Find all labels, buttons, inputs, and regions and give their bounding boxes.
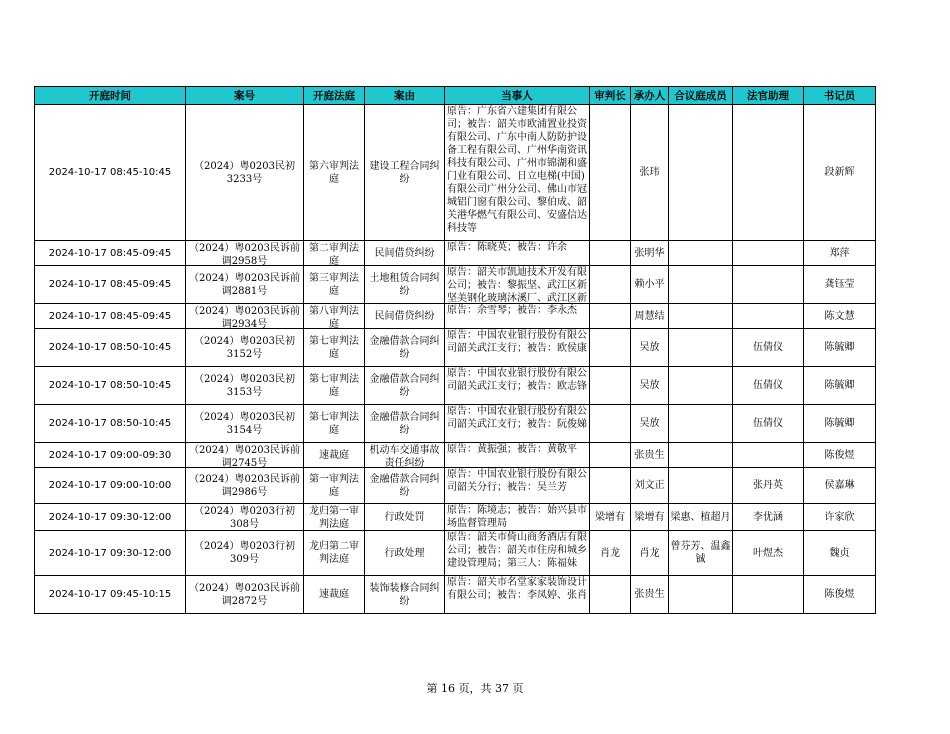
handler-cell: 赖小平 <box>631 266 669 304</box>
chief-judge-cell: 肖龙 <box>590 531 631 576</box>
table-row <box>35 367 876 405</box>
parties-cell: 原告：中国农业银行股份有限公司韶关分行；被告：吴兰芳 <box>445 468 590 504</box>
time-cell: 2024-10-17 08:45-09:45 <box>35 266 186 304</box>
table-row <box>35 304 876 329</box>
courtroom-cell: 第七审判法庭 <box>304 367 365 405</box>
cause-cell: 行政处理 <box>365 531 445 576</box>
col-header-assistant: 法官助理 <box>733 87 804 105</box>
clerk-cell: 陈毓卿 <box>804 329 876 367</box>
clerk-cell: 郑萍 <box>804 241 876 266</box>
judge-assistant-cell <box>733 443 804 468</box>
cause-cell: 金融借款合同纠纷 <box>365 405 445 443</box>
courtroom-cell: 第七审判法庭 <box>304 329 365 367</box>
clerk-cell: 陈毓卿 <box>804 405 876 443</box>
parties-cell: 原告：陈境志；被告：始兴县市场监督管理局 <box>445 504 590 531</box>
table-row <box>35 504 876 531</box>
col-header-members: 合议庭成员 <box>669 87 733 105</box>
chief-judge-cell <box>590 405 631 443</box>
judge-assistant-cell: 伍倩仪 <box>733 367 804 405</box>
case-number-cell: （2024）粤0203民诉前调2986号 <box>186 468 304 504</box>
courtroom-cell: 龙归第一审判法庭 <box>304 504 365 531</box>
panel-members-cell <box>669 468 733 504</box>
time-cell: 2024-10-17 08:50-10:45 <box>35 405 186 443</box>
cause-cell: 机动车交通事故责任纠纷 <box>365 443 445 468</box>
handler-cell: 吴放 <box>631 405 669 443</box>
clerk-cell: 陈俊煜 <box>804 576 876 614</box>
parties-cell: 原告：余雪琴；被告：李永杰 <box>445 304 590 329</box>
clerk-cell: 魏贞 <box>804 531 876 576</box>
case-number-cell: （2024）粤0203民诉前调2881号 <box>186 266 304 304</box>
parties-cell: 原告：中国农业银行股份有限公司韶关武江支行；被告：阮俊娣 <box>445 405 590 443</box>
chief-judge-cell <box>590 266 631 304</box>
courtroom-cell: 第一审判法庭 <box>304 468 365 504</box>
table-row <box>35 468 876 504</box>
case-number-cell: （2024）粤0203民初3154号 <box>186 405 304 443</box>
cause-cell: 民间借贷纠纷 <box>365 241 445 266</box>
time-cell: 2024-10-17 09:00-09:30 <box>35 443 186 468</box>
time-cell: 2024-10-17 09:30-12:00 <box>35 504 186 531</box>
time-cell: 2024-10-17 08:50-10:45 <box>35 367 186 405</box>
parties-cell: 原告：韶关市凯迪技术开发有限公司；被告：黎振坚、武江区新坚美钢化玻璃沐溪厂、武江区新 <box>445 266 590 304</box>
handler-cell: 吴放 <box>631 329 669 367</box>
header-row <box>35 87 876 105</box>
panel-members-cell <box>669 241 733 266</box>
chief-judge-cell <box>590 105 631 241</box>
time-cell: 2024-10-17 08:45-10:45 <box>35 105 186 241</box>
courtroom-cell: 速裁庭 <box>304 576 365 614</box>
col-header-case: 案号 <box>186 87 304 105</box>
handler-cell: 梁增有 <box>631 504 669 531</box>
page-number: 第 16 页，共 37 页 <box>426 682 524 695</box>
case-number-cell: （2024）粤0203民诉前调2934号 <box>186 304 304 329</box>
judge-assistant-cell: 张丹英 <box>733 468 804 504</box>
col-header-time: 开庭时间 <box>35 87 186 105</box>
courtroom-cell: 第二审判法庭 <box>304 241 365 266</box>
case-number-cell: （2024）粤0203民初3153号 <box>186 367 304 405</box>
col-header-chief: 审判长 <box>590 87 631 105</box>
time-cell: 2024-10-17 08:45-09:45 <box>35 241 186 266</box>
parties-cell: 原告：中国农业银行股份有限公司韶关武江支行；被告：欧侯康 <box>445 329 590 367</box>
panel-members-cell <box>669 405 733 443</box>
case-number-cell: （2024）粤0203民诉前调2872号 <box>186 576 304 614</box>
col-header-cause: 案由 <box>365 87 445 105</box>
courtroom-cell: 第六审判法庭 <box>304 105 365 241</box>
case-number-cell: （2024）粤0203民初3152号 <box>186 329 304 367</box>
cause-cell: 行政处罚 <box>365 504 445 531</box>
cause-cell: 建设工程合同纠纷 <box>365 105 445 241</box>
chief-judge-cell <box>590 367 631 405</box>
judge-assistant-cell <box>733 266 804 304</box>
time-cell: 2024-10-17 09:30-12:00 <box>35 531 186 576</box>
cause-cell: 民间借贷纠纷 <box>365 304 445 329</box>
courtroom-cell: 第八审判法庭 <box>304 304 365 329</box>
judge-assistant-cell: 叶煜杰 <box>733 531 804 576</box>
chief-judge-cell <box>590 576 631 614</box>
table-row <box>35 405 876 443</box>
parties-cell: 原告：韶关市倚山商务酒店有限公司；被告：韶关市住房和城乡建设管理局；第三人：陈福妹 <box>445 531 590 576</box>
parties-cell: 原告：陈晓英；被告：许余 <box>445 241 590 266</box>
panel-members-cell <box>669 367 733 405</box>
time-cell: 2024-10-17 09:00-10:00 <box>35 468 186 504</box>
parties-cell: 原告：广东省六建集团有限公司；被告：韶关市欧浦置业投资有限公司、广东中南人防防护设备工程有限公司、广州华南资讯科技有限公司、广州市锦湖和盛门业有限公司、日立电梯(中国)有限公司广州分公司、佛山市冠城铝门窗有限公司、黎伯成、韶关港华燃气有限公司、安盛信达科技等 <box>445 105 590 241</box>
chief-judge-cell <box>590 241 631 266</box>
panel-members-cell <box>669 304 733 329</box>
cause-cell: 金融借款合同纠纷 <box>365 329 445 367</box>
judge-assistant-cell <box>733 105 804 241</box>
judge-assistant-cell <box>733 304 804 329</box>
clerk-cell: 陈俊煜 <box>804 443 876 468</box>
panel-members-cell <box>669 443 733 468</box>
handler-cell: 刘文正 <box>631 468 669 504</box>
clerk-cell: 侯嘉琳 <box>804 468 876 504</box>
parties-cell: 原告：黄振强；被告：黄敬平 <box>445 443 590 468</box>
judge-assistant-cell: 伍倩仪 <box>733 329 804 367</box>
clerk-cell: 陈文慧 <box>804 304 876 329</box>
col-header-court: 开庭法庭 <box>304 87 365 105</box>
table-row <box>35 241 876 266</box>
clerk-cell: 许家欣 <box>804 504 876 531</box>
cause-cell: 金融借款合同纠纷 <box>365 468 445 504</box>
table-row <box>35 443 876 468</box>
judge-assistant-cell: 李优涵 <box>733 504 804 531</box>
parties-cell: 原告：中国农业银行股份有限公司韶关武江支行；被告：欧志锋 <box>445 367 590 405</box>
col-header-clerk: 书记员 <box>804 87 876 105</box>
courtroom-cell: 第七审判法庭 <box>304 405 365 443</box>
time-cell: 2024-10-17 08:50-10:45 <box>35 329 186 367</box>
judge-assistant-cell <box>733 576 804 614</box>
table-row <box>35 105 876 241</box>
table-row <box>35 531 876 576</box>
col-header-parties: 当事人 <box>445 87 590 105</box>
table-row <box>35 576 876 614</box>
case-number-cell: （2024）粤0203行初309号 <box>186 531 304 576</box>
time-cell: 2024-10-17 09:45-10:15 <box>35 576 186 614</box>
handler-cell: 吴放 <box>631 367 669 405</box>
time-cell: 2024-10-17 08:45-09:45 <box>35 304 186 329</box>
courtroom-cell: 龙归第二审判法庭 <box>304 531 365 576</box>
cause-cell: 土地租赁合同纠纷 <box>365 266 445 304</box>
panel-members-cell <box>669 266 733 304</box>
case-number-cell: （2024）粤0203民诉前调2745号 <box>186 443 304 468</box>
case-number-cell: （2024）粤0203民初3233号 <box>186 105 304 241</box>
col-header-handler: 承办人 <box>631 87 669 105</box>
panel-members-cell <box>669 329 733 367</box>
chief-judge-cell <box>590 304 631 329</box>
clerk-cell: 陈毓卿 <box>804 367 876 405</box>
judge-assistant-cell: 伍倩仪 <box>733 405 804 443</box>
panel-members-cell <box>669 105 733 241</box>
panel-members-cell: 曾芬芳、温鑫铖 <box>669 531 733 576</box>
handler-cell: 张明华 <box>631 241 669 266</box>
handler-cell: 张贵生 <box>631 576 669 614</box>
table-row <box>35 266 876 304</box>
panel-members-cell <box>669 576 733 614</box>
cause-cell: 金融借款合同纠纷 <box>365 367 445 405</box>
courtroom-cell: 第三审判法庭 <box>304 266 365 304</box>
parties-cell: 原告：韶关市名堂家家装饰设计有限公司；被告：李凤婷、张肖 <box>445 576 590 614</box>
courtroom-cell: 速裁庭 <box>304 443 365 468</box>
court-schedule-table <box>34 86 876 614</box>
clerk-cell: 龚钰莹 <box>804 266 876 304</box>
chief-judge-cell <box>590 443 631 468</box>
case-number-cell: （2024）粤0203行初308号 <box>186 504 304 531</box>
judge-assistant-cell <box>733 241 804 266</box>
handler-cell: 张贵生 <box>631 443 669 468</box>
handler-cell: 肖龙 <box>631 531 669 576</box>
handler-cell: 周慧结 <box>631 304 669 329</box>
chief-judge-cell: 梁增有 <box>590 504 631 531</box>
panel-members-cell: 梁惠、植超月 <box>669 504 733 531</box>
table-row <box>35 329 876 367</box>
clerk-cell: 段新辉 <box>804 105 876 241</box>
cause-cell: 装饰装修合同纠纷 <box>365 576 445 614</box>
handler-cell: 张玮 <box>631 105 669 241</box>
case-number-cell: （2024）粤0203民诉前调2958号 <box>186 241 304 266</box>
chief-judge-cell <box>590 468 631 504</box>
chief-judge-cell <box>590 329 631 367</box>
